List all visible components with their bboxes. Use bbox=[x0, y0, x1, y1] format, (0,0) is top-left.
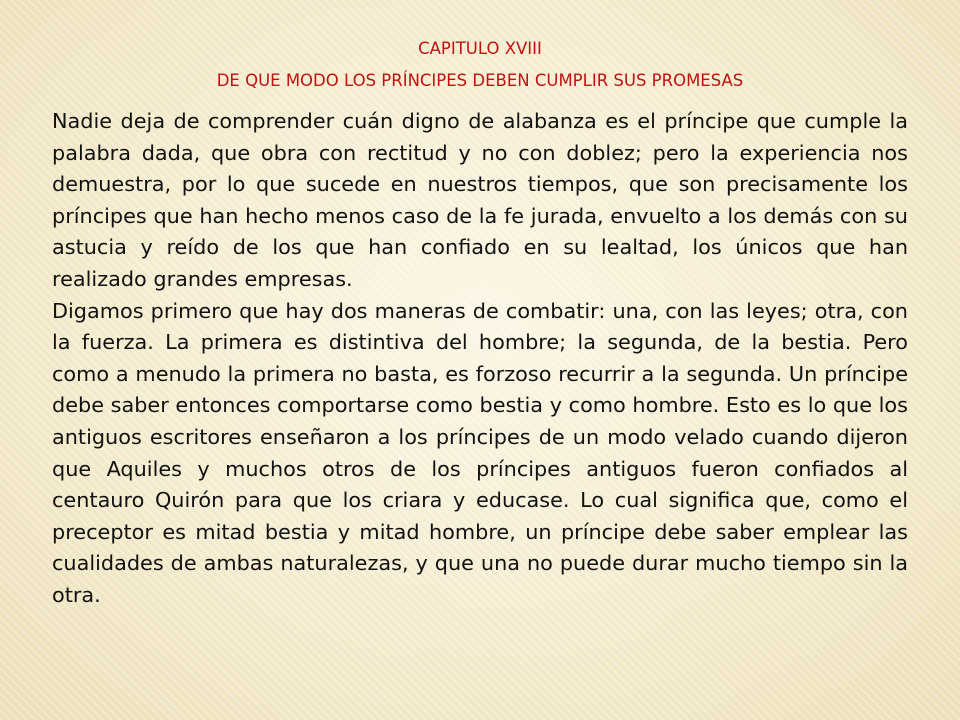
body-text bbox=[52, 106, 908, 612]
chapter-subtitle: DE QUE MODO LOS PRÍNCIPES DEBEN CUMPLIR SUS PROMESAS bbox=[216, 71, 744, 90]
paragraph: Nadie deja de comprender cuán digno de alabanza es el príncipe que cumple la palabra dada, que obra con rectitud y no con doblez; pero la experiencia nos demuestra, por lo que sucede en nuestros tiempos, que son precisamente los príncipes que han hecho menos caso de la fe jurada, envuelto a los demás con su astucia y reído de los que han confiado en su lealtad, los únicos que han realizado grandes empresas. bbox=[52, 109, 908, 291]
paragraph: Digamos primero que hay dos maneras de combatir: una, con las leyes; otra, con la fuerza. La primera es distintiva del hombre; la segunda, de la bestia. Pero como a menudo la primera no basta, es forzoso recurrir a la segunda. Un príncipe debe saber entonces comportarse como bestia y como hombre. Esto es lo que los antiguos escritores enseñaron a los príncipes de un modo velado cuando dijeron que Aquiles y muchos otros de los príncipes antiguos fueron confiados al centauro Quirón para que los criara y educase. Lo cual significa que, como el preceptor es mitad bestia y mitad hombre, un príncipe debe saber emplear las cualidades de ambas naturalezas, y que una no puede durar mucho tiempo sin la otra. bbox=[52, 298, 908, 607]
chapter-title: CAPITULO XVIII bbox=[418, 39, 542, 58]
